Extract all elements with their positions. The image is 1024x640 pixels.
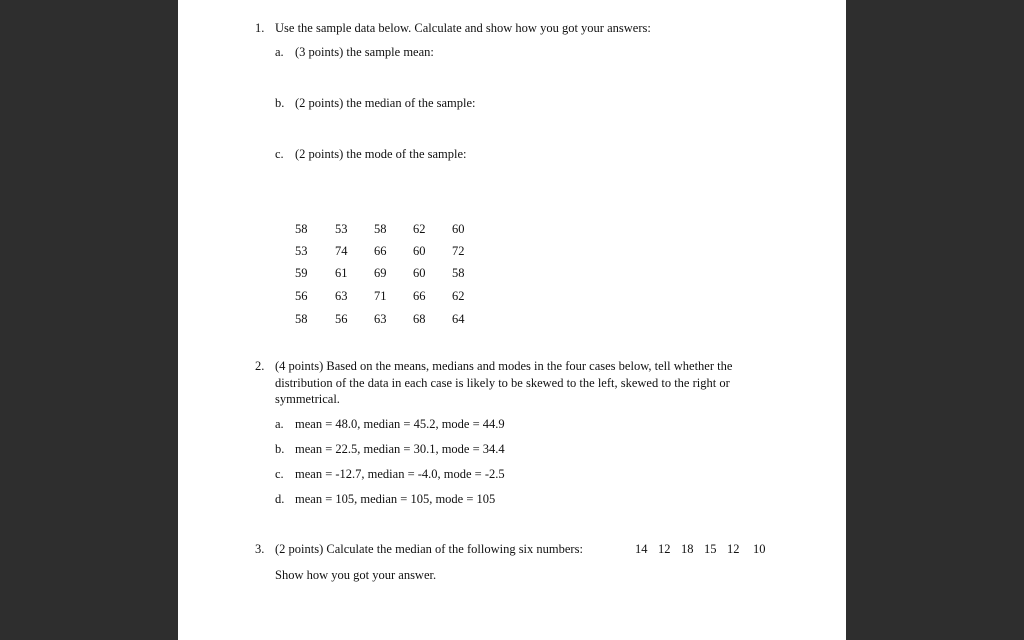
- q2-number: 2.: [255, 359, 265, 373]
- q1b-letter: b.: [275, 96, 285, 110]
- q1a-text: (3 points) the sample mean:: [295, 45, 434, 59]
- q2b-letter: b.: [275, 442, 285, 456]
- table-cell: 71: [374, 289, 387, 303]
- table-cell: 69: [374, 266, 387, 280]
- document-page: [178, 0, 846, 640]
- q2-text-line3: symmetrical.: [275, 392, 340, 406]
- table-cell: 60: [452, 222, 465, 236]
- q1b-text: (2 points) the median of the sample:: [295, 96, 476, 110]
- table-cell: 60: [413, 266, 426, 280]
- table-cell: 63: [374, 312, 387, 326]
- table-cell: 58: [374, 222, 387, 236]
- q3-number-5: 12: [727, 542, 740, 556]
- q2a-letter: a.: [275, 417, 284, 431]
- table-cell: 72: [452, 244, 465, 258]
- table-cell: 63: [335, 289, 348, 303]
- table-cell: 62: [452, 289, 465, 303]
- table-cell: 66: [413, 289, 426, 303]
- table-cell: 59: [295, 266, 308, 280]
- q2a-text: mean = 48.0, median = 45.2, mode = 44.9: [295, 417, 505, 431]
- q3-text: (2 points) Calculate the median of the following six numbers:: [275, 542, 583, 556]
- table-cell: 58: [295, 312, 308, 326]
- q3-number-6: 10: [753, 542, 766, 556]
- table-cell: 58: [452, 266, 465, 280]
- q1-text: Use the sample data below. Calculate and show how you got your answers:: [275, 21, 651, 35]
- table-cell: 53: [295, 244, 308, 258]
- table-cell: 62: [413, 222, 426, 236]
- table-cell: 56: [295, 289, 308, 303]
- q1c-letter: c.: [275, 147, 284, 161]
- table-cell: 53: [335, 222, 348, 236]
- table-cell: 74: [335, 244, 348, 258]
- table-cell: 58: [295, 222, 308, 236]
- q2d-text: mean = 105, median = 105, mode = 105: [295, 492, 496, 506]
- q3-number-3: 18: [681, 542, 694, 556]
- table-cell: 60: [413, 244, 426, 258]
- q2b-text: mean = 22.5, median = 30.1, mode = 34.4: [295, 442, 505, 456]
- q2d-letter: d.: [275, 492, 285, 506]
- q1a-letter: a.: [275, 45, 284, 59]
- table-cell: 64: [452, 312, 465, 326]
- table-cell: 66: [374, 244, 387, 258]
- q3-number-1: 14: [635, 542, 648, 556]
- q3-number-4: 15: [704, 542, 717, 556]
- q1c-text: (2 points) the mode of the sample:: [295, 147, 467, 161]
- table-cell: 56: [335, 312, 348, 326]
- q3-followup: Show how you got your answer.: [275, 568, 437, 582]
- table-cell: 68: [413, 312, 426, 326]
- table-cell: 61: [335, 266, 348, 280]
- q2c-text: mean = -12.7, median = -4.0, mode = -2.5: [295, 467, 505, 481]
- q1-number: 1.: [255, 21, 265, 35]
- q2-text-line1: (4 points) Based on the means, medians and modes in the four cases below, tell whether the: [275, 359, 733, 373]
- q2c-letter: c.: [275, 467, 284, 481]
- q2-text-line2: distribution of the data in each case is likely to be skewed to the left, skewed to the right or: [275, 376, 730, 390]
- q3-number: 3.: [255, 542, 265, 556]
- q3-number-2: 12: [658, 542, 671, 556]
